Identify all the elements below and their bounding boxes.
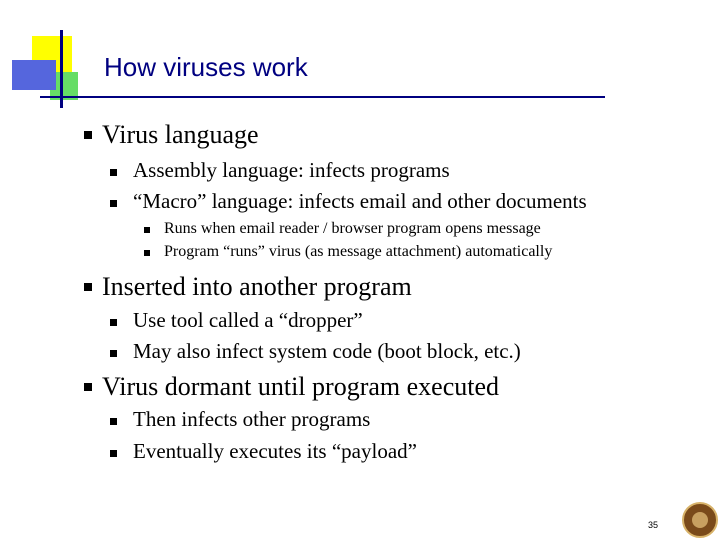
sub-bullet-item: May also infect system code (boot block, etc.) [133, 339, 521, 363]
bullet-marker [110, 169, 117, 176]
bullet-marker [144, 250, 150, 256]
bullet-item: Inserted into another program [102, 272, 412, 301]
sub-bullet-item: Assembly language: infects programs [133, 158, 450, 182]
bullet-item: Virus dormant until program executed [102, 372, 499, 401]
decor-blue-square [12, 60, 56, 90]
sub-sub-bullet-item: Runs when email reader / browser program opens message [164, 220, 541, 237]
sub-bullet-item: “Macro” language: infects email and other documents [133, 189, 587, 213]
bullet-marker [110, 319, 117, 326]
bullet-marker [84, 131, 92, 139]
university-seal-icon [682, 502, 718, 538]
bullet-marker [110, 450, 117, 457]
bullet-marker [110, 350, 117, 357]
sub-bullet-item: Use tool called a “dropper” [133, 308, 363, 332]
bullet-marker [110, 200, 117, 207]
bullet-marker [110, 418, 117, 425]
bullet-marker [144, 227, 150, 233]
title-underline [40, 96, 605, 98]
sub-bullet-item: Then infects other programs [133, 407, 371, 431]
sub-bullet-item: Eventually executes its “payload” [133, 439, 417, 463]
bullet-item: Virus language [102, 120, 259, 149]
bullet-marker [84, 383, 92, 391]
page-number: 35 [648, 520, 659, 530]
sub-sub-bullet-item: Program “runs” virus (as message attachment) automatically [164, 243, 553, 260]
slide-title: How viruses work [104, 52, 308, 82]
seal-center [692, 512, 708, 528]
bullet-marker [84, 283, 92, 291]
